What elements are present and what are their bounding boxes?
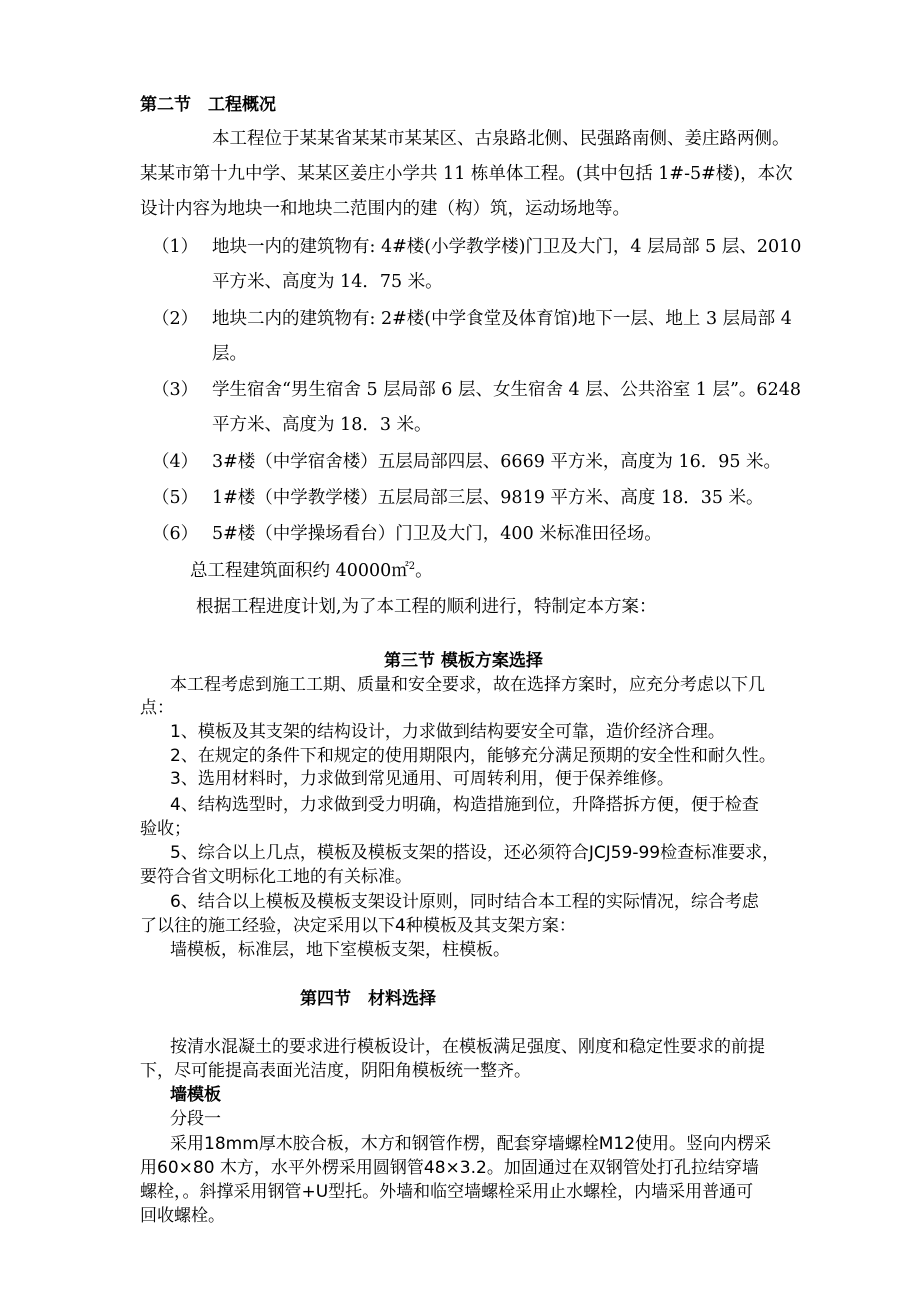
section3-heading: 第三节 模板方案选择 [384, 651, 543, 671]
section2-para-line: 本工程位于某某省某某市某某区、古泉路北侧、民强路南侧、姜庄路两侧。 [212, 129, 790, 149]
section4-para-line: 下，尽可能提高表面光洁度，阴阳角模板统一整齐。 [140, 1061, 531, 1081]
list-item-text: 地块二内的建筑物有: 2#楼(中学食堂及体育馆)地下一层、地上 3 层局部 4 [212, 309, 792, 329]
section3-para-line: 3、选用材料时，力求做到常见通用、可周转利用，便于保养维修。 [170, 769, 674, 789]
section4-para-line: 用60×80 木方，水平外楞采用圆钢管48×3.2。加固通过在双钢管处打孔拉结穿墙 [140, 1158, 759, 1178]
list-item-number: （5） [152, 488, 199, 508]
section4-para-line: 回收螺栓。 [140, 1206, 225, 1226]
total-area: 总工程建筑面积约 40000㎡$^2$。 [190, 561, 433, 581]
list-item-number: （1） [152, 237, 199, 257]
list-item-text: 1#楼（中学教学楼）五层局部三层、9819 平方米、高度 18．35 米。 [212, 488, 764, 508]
section3-para-line: 了以往的施工经验，决定采用以下4种模板及其支架方案： [140, 916, 576, 936]
list-item-text: 学生宿舍“男生宿舍 5 层局部 6 层、女生宿舍 4 层、公共浴室 1 层”。6248 [212, 380, 801, 400]
section3-para-line: 点： [140, 698, 174, 718]
section4-para-line: 按清水混凝土的要求进行模板设计，在模板满足强度、刚度和稳定性要求的前提 [170, 1037, 765, 1057]
section2-para-line: 某某市第十九中学、某某区姜庄小学共 11 栋单体工程。(其中包括 1#-5#楼)，本次 [140, 164, 793, 184]
section2-para-line: 设计内容为地块一和地块二范围内的建（构）筑，运动场地等。 [140, 199, 630, 219]
section3-para-line: 4、结构选型时，力求做到受力明确，构造措施到位，升降搭拆方便，便于检查 [170, 795, 759, 815]
list-item-text: 平方米、高度为 14．75 米。 [212, 272, 443, 292]
list-item-text: 3#楼（中学宿舍楼）五层局部四层、6669 平方米，高度为 16．95 米。 [212, 452, 782, 472]
section3-para-line: 2、在规定的条件下和规定的使用期限内，能够充分满足预期的安全性和耐久性。 [170, 746, 776, 766]
list-item-text: 平方米、高度为 18．3 米。 [212, 415, 432, 435]
segment-label: 分段一 [170, 1109, 221, 1129]
section3-para-line: 本工程考虑到施工工期、质量和安全要求，故在选择方案时，应充分考虑以下几 [170, 675, 765, 695]
section4-para-line: 采用18mm厚木胶合板，木方和钢管作楞，配套穿墙螺栓M12使用。竖向内楞采 [170, 1134, 772, 1154]
list-item-number: （4） [152, 452, 199, 472]
basis-text: 根据工程进度计划,为了本工程的顺利进行，特制定本方案： [196, 597, 657, 617]
list-item-text: 5#楼（中学操场看台）门卫及大门，400 米标准田径场。 [212, 524, 662, 544]
section3-para-line: 要符合省文明标化工地的有关标准。 [140, 867, 412, 887]
section4-heading: 第四节 材料选择 [300, 989, 436, 1009]
section3-para-line: 5、综合以上几点，模板及模板支架的搭设，还必须符合JCJ59-99检查标准要求， [170, 843, 780, 863]
list-item-number: （6） [152, 524, 199, 544]
list-item-number: （2） [152, 309, 199, 329]
section3-para-line: 6、结合以上模板及模板支架设计原则，同时结合本工程的实际情况，综合考虑 [170, 892, 759, 912]
wall-formwork-heading: 墙模板 [170, 1085, 221, 1105]
list-item-text: 地块一内的建筑物有: 4#楼(小学教学楼)门卫及大门，4 层局部 5 层、2010 [212, 237, 802, 257]
superscript: 2 [408, 561, 416, 573]
list-item-text: 层。 [212, 344, 247, 364]
section2-heading: 第二节 工程概况 [140, 95, 276, 115]
section3-para-line: 墙模板，标准层，地下室模板支架，柱模板。 [170, 940, 510, 960]
section4-para-line: 螺栓，。斜撑采用钢管+U型托。外墙和临空墙螺栓采用止水螺栓，内墙采用普通可 [140, 1182, 754, 1202]
section3-para-line: 验收； [140, 819, 191, 839]
section3-para-line: 1、模板及其支架的结构设计，力求做到结构要安全可靠，造价经济合理。 [170, 722, 725, 742]
list-item-number: （3） [152, 380, 199, 400]
